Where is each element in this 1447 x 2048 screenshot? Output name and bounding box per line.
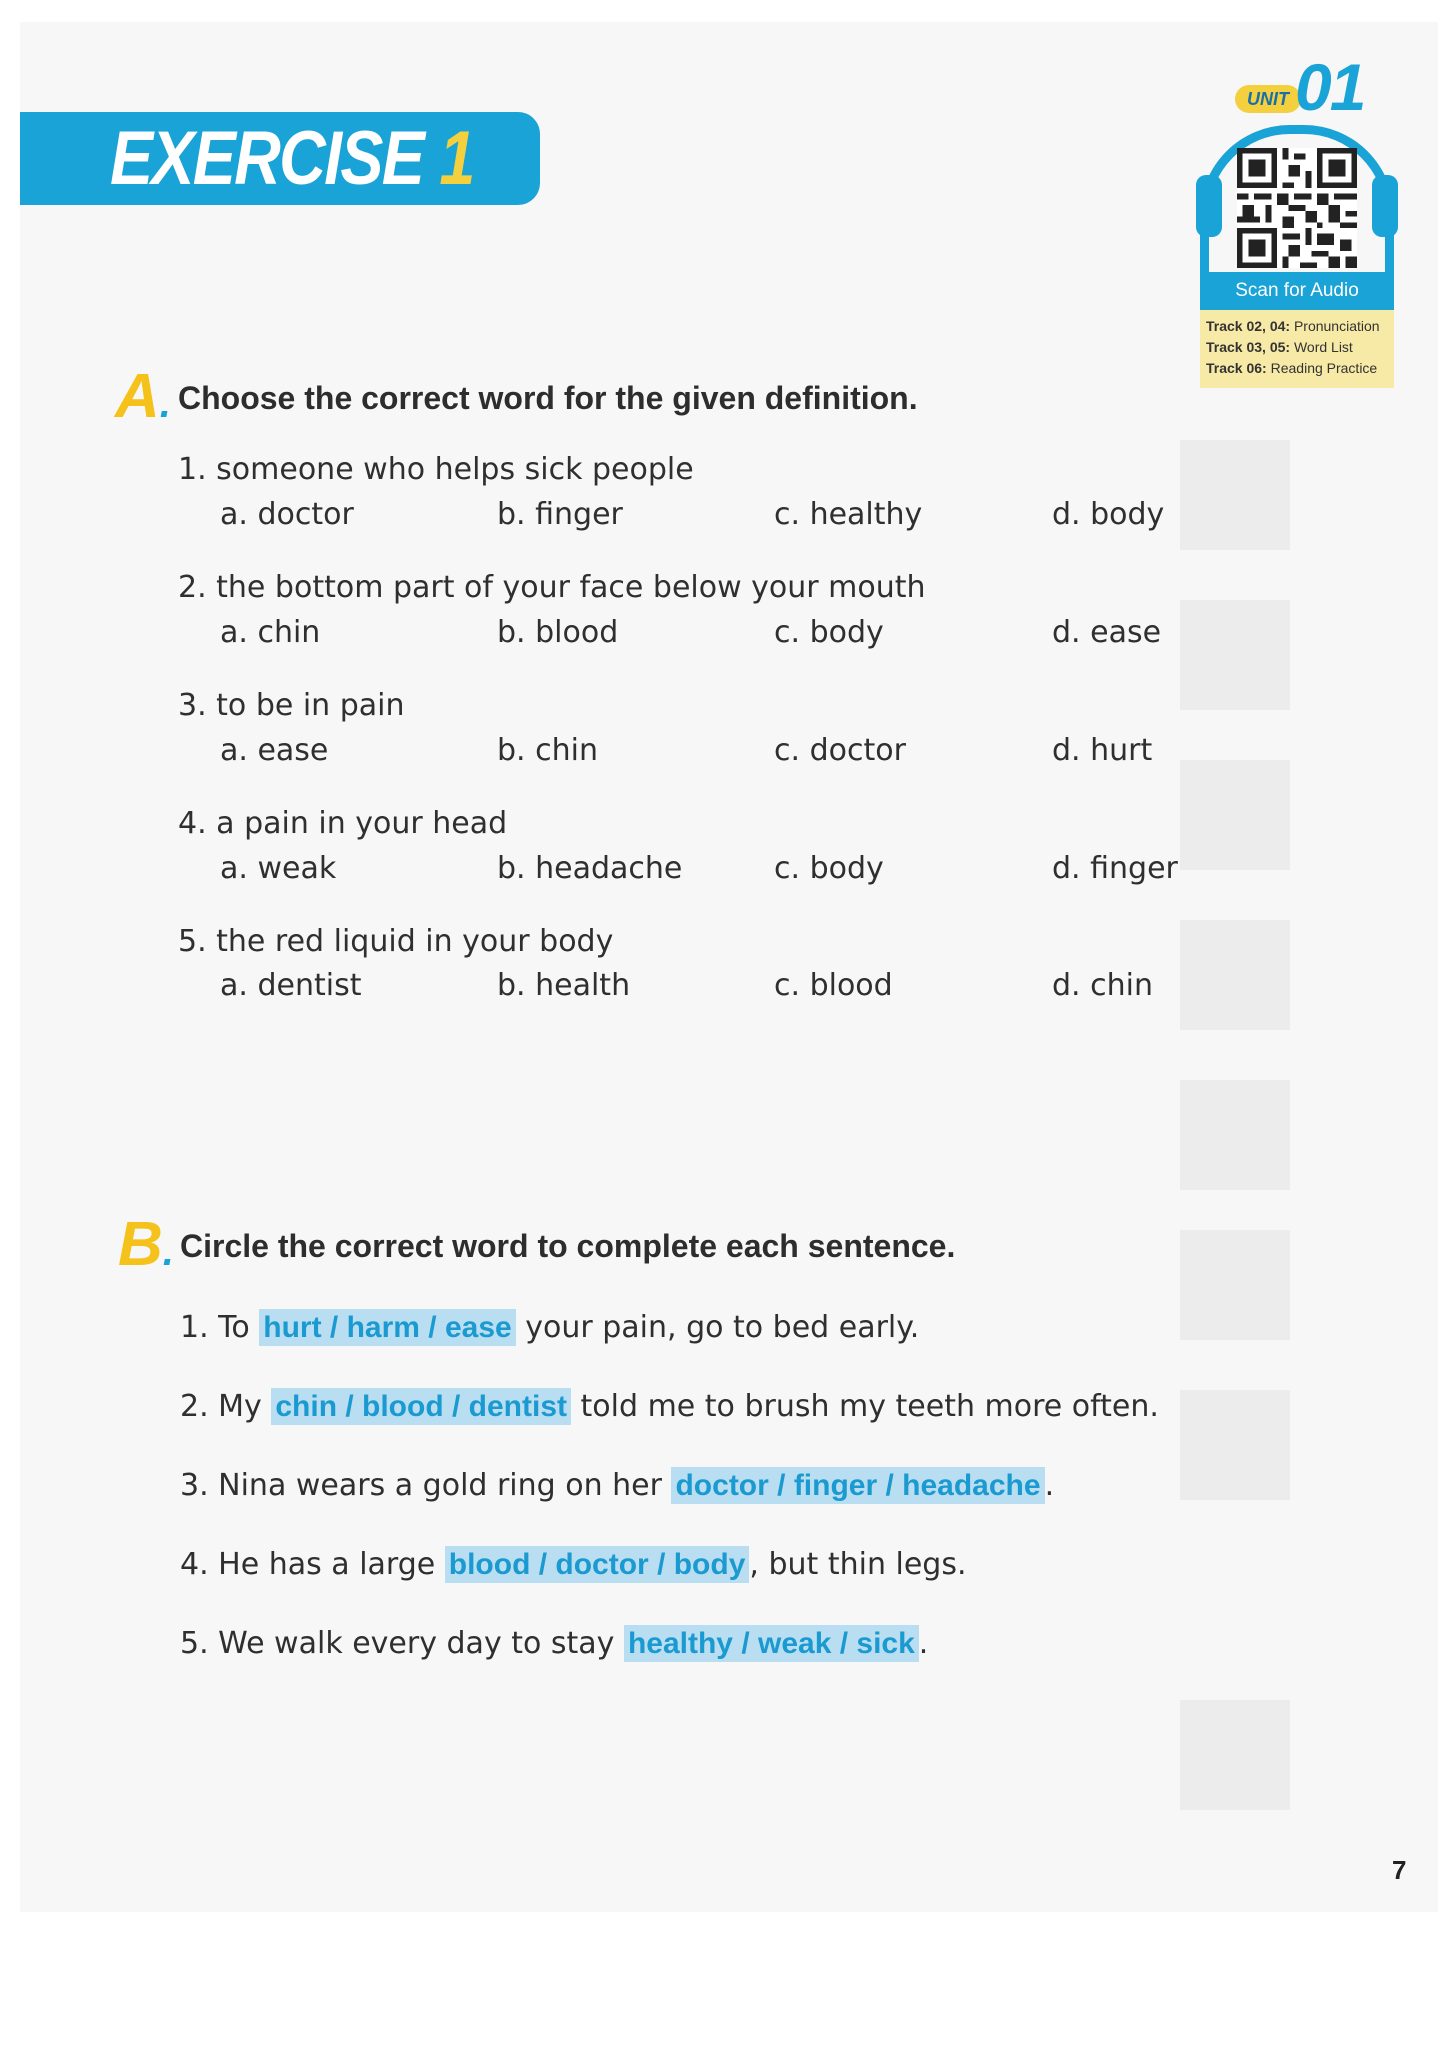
question-prompt: 1. someone who helps sick people — [178, 452, 694, 487]
option-a[interactable]: a. ease — [220, 733, 329, 768]
section-b-letter: B. — [118, 1210, 174, 1279]
option-b[interactable]: b. headache — [497, 851, 683, 886]
word-choices[interactable]: blood / doctor / body — [445, 1546, 750, 1583]
ghost-bleed — [1180, 920, 1290, 1030]
option-b[interactable]: b. blood — [497, 615, 619, 650]
option-a[interactable]: a. chin — [220, 615, 321, 650]
sentence-5: 5. We walk every day to stay healthy / weak / sick . — [180, 1626, 929, 1661]
exercise-number: 1 — [439, 116, 474, 201]
question-prompt: 3. to be in pain — [178, 688, 405, 723]
sentence-2: 2. My chin / blood / dentist told me to brush my teeth more often. — [180, 1389, 1159, 1424]
option-c[interactable]: c. body — [774, 615, 884, 650]
ghost-bleed — [1180, 1230, 1290, 1340]
ghost-bleed — [1180, 760, 1290, 870]
option-d[interactable]: d. chin — [1052, 968, 1153, 1003]
option-c[interactable]: c. blood — [774, 968, 893, 1003]
option-d[interactable]: d. body — [1052, 497, 1165, 532]
option-b[interactable]: b. chin — [497, 733, 598, 768]
section-b-instruction: Circle the correct word to complete each sentence. — [180, 1228, 956, 1264]
option-c[interactable]: c. doctor — [774, 733, 906, 768]
question-prompt: 2. the bottom part of your face below your mouth — [178, 570, 926, 605]
sentence-1: 1. To hurt / harm / ease your pain, go to bed early. — [180, 1310, 920, 1345]
qr-code[interactable] — [1237, 148, 1357, 268]
section-a-letter: A. — [115, 362, 171, 431]
ghost-bleed — [1180, 1080, 1290, 1190]
unit-number: 01 — [1295, 50, 1365, 124]
option-d[interactable]: d. ease — [1052, 615, 1162, 650]
page-number: 7 — [1392, 1855, 1407, 1885]
ghost-bleed — [1180, 1700, 1290, 1810]
ghost-bleed — [1180, 440, 1290, 550]
option-d[interactable]: d. hurt — [1052, 733, 1153, 768]
word-choices[interactable]: hurt / harm / ease — [259, 1309, 515, 1346]
unit-label: UNIT — [1235, 85, 1301, 113]
scan-for-audio-label: Scan for Audio — [1200, 272, 1394, 310]
question-prompt: 4. a pain in your head — [178, 806, 508, 841]
exercise-word: EXERCISE — [110, 116, 424, 201]
section-a-instruction: Choose the correct word for the given definition. — [178, 380, 918, 416]
sentence-3: 3. Nina wears a gold ring on her doctor / finger / headache . — [180, 1468, 1055, 1503]
track-list — [1200, 310, 1394, 388]
word-choices[interactable]: chin / blood / dentist — [271, 1388, 571, 1425]
option-a[interactable]: a. doctor — [220, 497, 354, 532]
headphone-left-ear-icon — [1196, 175, 1222, 237]
track-item: Track 06: Reading Practice — [1206, 360, 1378, 376]
option-c[interactable]: c. healthy — [774, 497, 923, 532]
word-choices[interactable]: healthy / weak / sick — [624, 1625, 919, 1662]
ghost-bleed — [1180, 600, 1290, 710]
option-b[interactable]: b. health — [497, 968, 631, 1003]
option-a[interactable]: a. dentist — [220, 968, 362, 1003]
option-a[interactable]: a. weak — [220, 851, 337, 886]
unit-badge — [1235, 50, 1385, 124]
track-item: Track 02, 04: Pronunciation — [1206, 318, 1380, 334]
option-d[interactable]: d. finger — [1052, 851, 1178, 886]
exercise-title — [110, 112, 474, 205]
word-choices[interactable]: doctor / finger / headache — [671, 1467, 1044, 1504]
question-prompt: 5. the red liquid in your body — [178, 924, 614, 959]
headphone-right-ear-icon — [1372, 175, 1398, 237]
option-c[interactable]: c. body — [774, 851, 884, 886]
option-b[interactable]: b. finger — [497, 497, 623, 532]
track-item: Track 03, 05: Word List — [1206, 339, 1353, 355]
ghost-bleed — [1180, 1390, 1290, 1500]
sentence-4: 4. He has a large blood / doctor / body , but thin legs. — [180, 1547, 967, 1582]
